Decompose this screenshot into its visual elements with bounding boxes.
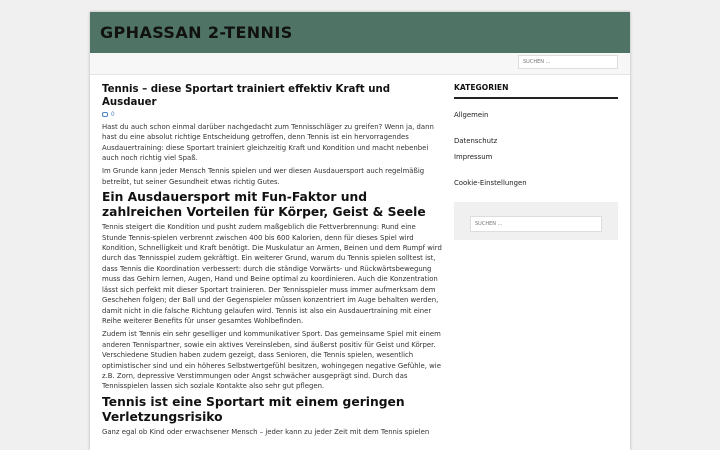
site-header bbox=[90, 12, 630, 53]
top-bar bbox=[90, 53, 630, 75]
sidebar bbox=[454, 83, 618, 240]
section-paragraph: Tennis steigert die Kondition und pusht zudem maßgeblich die Fettverbrennung: Rund eine Stunde Tennis-spielen verbrennt zwischen 400 bis 600 Kalorien, denn für dieses Spiel wird Kondition, Schnelligkeit und Kraft benötigt. Die Muskulatur an Armen, Beinen und dem Rumpf wird durch das Tennisspiel zudem gekräftigt. Ein weiterer Grund, warum du Tennis spielen solltest ist, dass Tennis die Koordination verbessert: durch die ständige Vorwärts- und Rückwärtsbewegung muss das Gehirn lernen, Augen, Hand und Beine optimal zu koordinieren. Auch die Konzentration lässt sich perfekt mit dieser Sportart trainieren. Der Tennisspieler muss immer aufmerksam dem Geschehen folgen; der Ball und der Gegenspieler müssen konzentriert im Auge behalten werden, damit nicht in die falsche Richtung gelaufen wird. Tennis ist also ein Ausdauertraining mit einer Reihe weiterer Benefits für unser gesamtes Wohlbefinden. bbox=[102, 223, 442, 325]
comment-icon bbox=[102, 112, 108, 117]
intro-paragraph: Im Grunde kann jeder Mensch Tennis spielen und wer diesen Ausdauersport auch regelmäßig betreibt, tut seiner Gesundheit etwas richtig Gutes. bbox=[102, 167, 425, 186]
comments-link[interactable] bbox=[102, 112, 442, 118]
top-search-input[interactable] bbox=[518, 55, 618, 69]
categories-title: KATEGORIEN bbox=[454, 83, 618, 99]
section-paragraph: Ganz egal ob Kind oder erwachsener Mensch – jeder kann zu jeder Zeit mit dem Tennis spielen bbox=[102, 427, 430, 436]
sidebar-link-allgemein[interactable]: Allgemein bbox=[454, 111, 489, 119]
section-heading-fun-factor: Ein Ausdauersport mit Fun-Faktor und zahlreichen Vorteilen für Körper, Geist & Seele bbox=[102, 190, 426, 220]
post-title[interactable]: Tennis – diese Sportart trainiert effektiv Kraft und Ausdauer bbox=[102, 84, 390, 109]
sidebar-link-impressum[interactable]: Impressum bbox=[454, 153, 493, 161]
page-container bbox=[90, 12, 630, 450]
section-paragraph: Zudem ist Tennis ein sehr geselliger und kommunikativer Sport. Das gemeinsame Spiel mit einem anderen Tennispartner, sowie ein aktives Vereinsleben, sind äußerst positiv für Geist und Körper. Verschiedene Studien haben zudem gezeigt, dass Senioren, die Tennis spielen, wesentlich optimistischer sind und ein höheres Selbstwertgefühl besitzen, wohingegen negative Gefühle, wie z.B. Zorn, depressive Verstimmungen oder Angst schwächer ausgeprägt sind. Durch das Tennisspielen lassen sich soziale Kontakte also sehr gut pflegen. bbox=[102, 330, 441, 391]
sidebar-link-cookie-einstellungen[interactable]: Cookie-Einstellungen bbox=[454, 179, 527, 187]
main-content bbox=[102, 83, 442, 440]
section-heading-injury-risk: Tennis ist eine Sportart mit einem geringen Verletzungsrisiko bbox=[102, 394, 405, 424]
comments-count: 0 bbox=[111, 111, 115, 118]
sidebar-search-widget bbox=[454, 202, 618, 240]
site-title[interactable]: GPHASSAN 2-TENNIS bbox=[100, 23, 293, 42]
sidebar-link-datenschutz[interactable]: Datenschutz bbox=[454, 137, 498, 145]
intro-paragraph: Hast du auch schon einmal darüber nachgedacht zum Tennisschläger zu greifen? Wenn ja, dann hast du eine absolut richtige Entscheidung getroffen, denn Tennis ist ein hervorragendes Ausdauertraining: diese Sportart trainiert gleichzeitig Kraft und Kondition und macht nebenbei auch noch richtig viel Spaß. bbox=[102, 122, 434, 163]
sidebar-search-input[interactable] bbox=[470, 216, 602, 232]
